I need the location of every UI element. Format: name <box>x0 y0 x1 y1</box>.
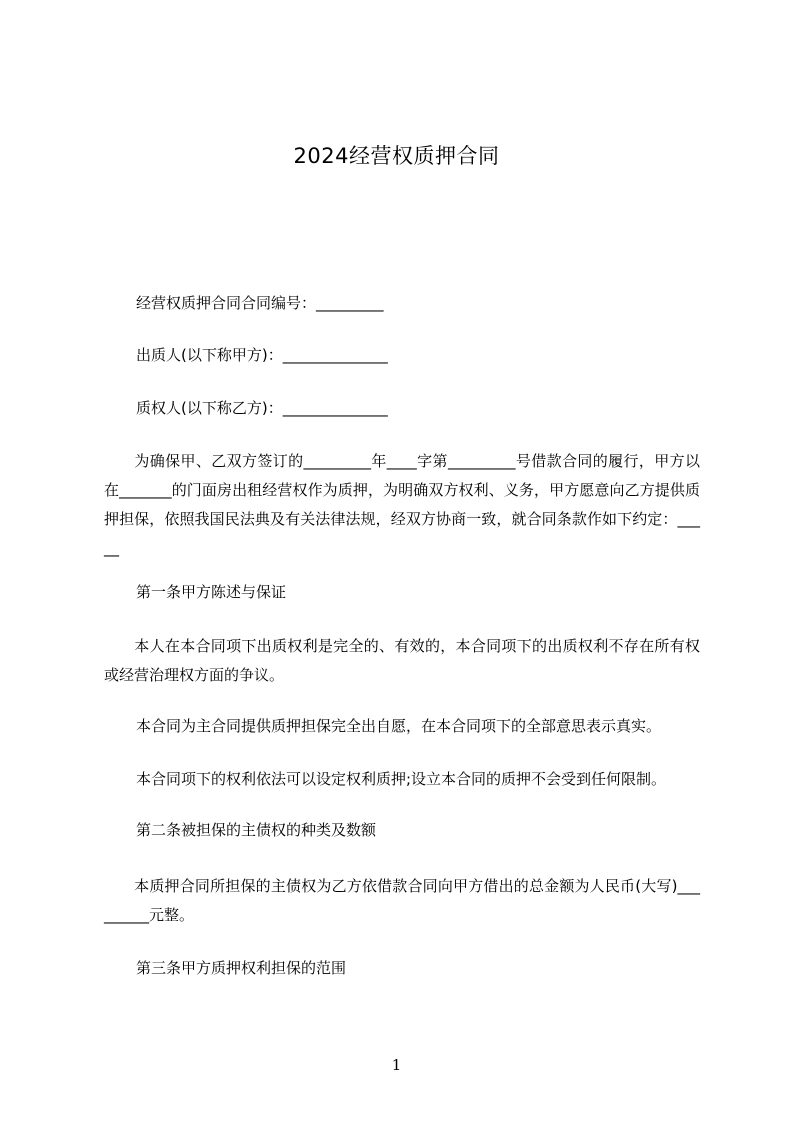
article1-paragraph-2: 本合同为主合同提供质押担保完全出自愿，在本合同项下的全部意思表示真实。 <box>136 717 662 735</box>
pledgor-line: 出质人(以下称甲方)：______________ <box>136 346 388 364</box>
article1-paragraph-1 <box>104 632 700 690</box>
article2-paragraph-1 <box>104 872 700 930</box>
article3-heading: 第三条甲方质押权利担保的范围 <box>136 959 347 977</box>
pledgee-line: 质权人(以下称乙方)：______________ <box>136 399 388 417</box>
document-title: 2024经营权质押合同 <box>293 144 500 168</box>
intro-text: 为确保甲、乙双方签订的_________年____字第_________号借款合同的履行，甲方以在_______的门面房出租经营权作为质押，为明确双方权利、义务，甲方愿意向乙方提供质押担保，依照我国民法典及有关法律法规，经双方协商一致，就合同条款作如下约定：_____ <box>104 452 700 557</box>
article2-paragraph-1-text: 本质押合同所担保的主债权为乙方依借款合同向甲方借出的总金额为人民币(大写)_________元整。 <box>104 877 700 924</box>
article1-heading: 第一条甲方陈述与保证 <box>136 583 287 601</box>
intro-paragraph <box>104 447 700 563</box>
contract-number-line: 经营权质押合同合同编号：_________ <box>136 294 384 312</box>
article2-heading: 第二条被担保的主债权的种类及数额 <box>136 821 377 839</box>
article1-paragraph-1-text: 本人在本合同项下出质权利是完全的、有效的，本合同项下的出质权利不存在所有权或经营治理权方面的争议。 <box>104 637 700 684</box>
article1-paragraph-3: 本合同项下的权利依法可以设定权利质押;设立本合同的质押不会受到任何限制。 <box>136 770 667 788</box>
page-number: 1 <box>391 1056 402 1074</box>
